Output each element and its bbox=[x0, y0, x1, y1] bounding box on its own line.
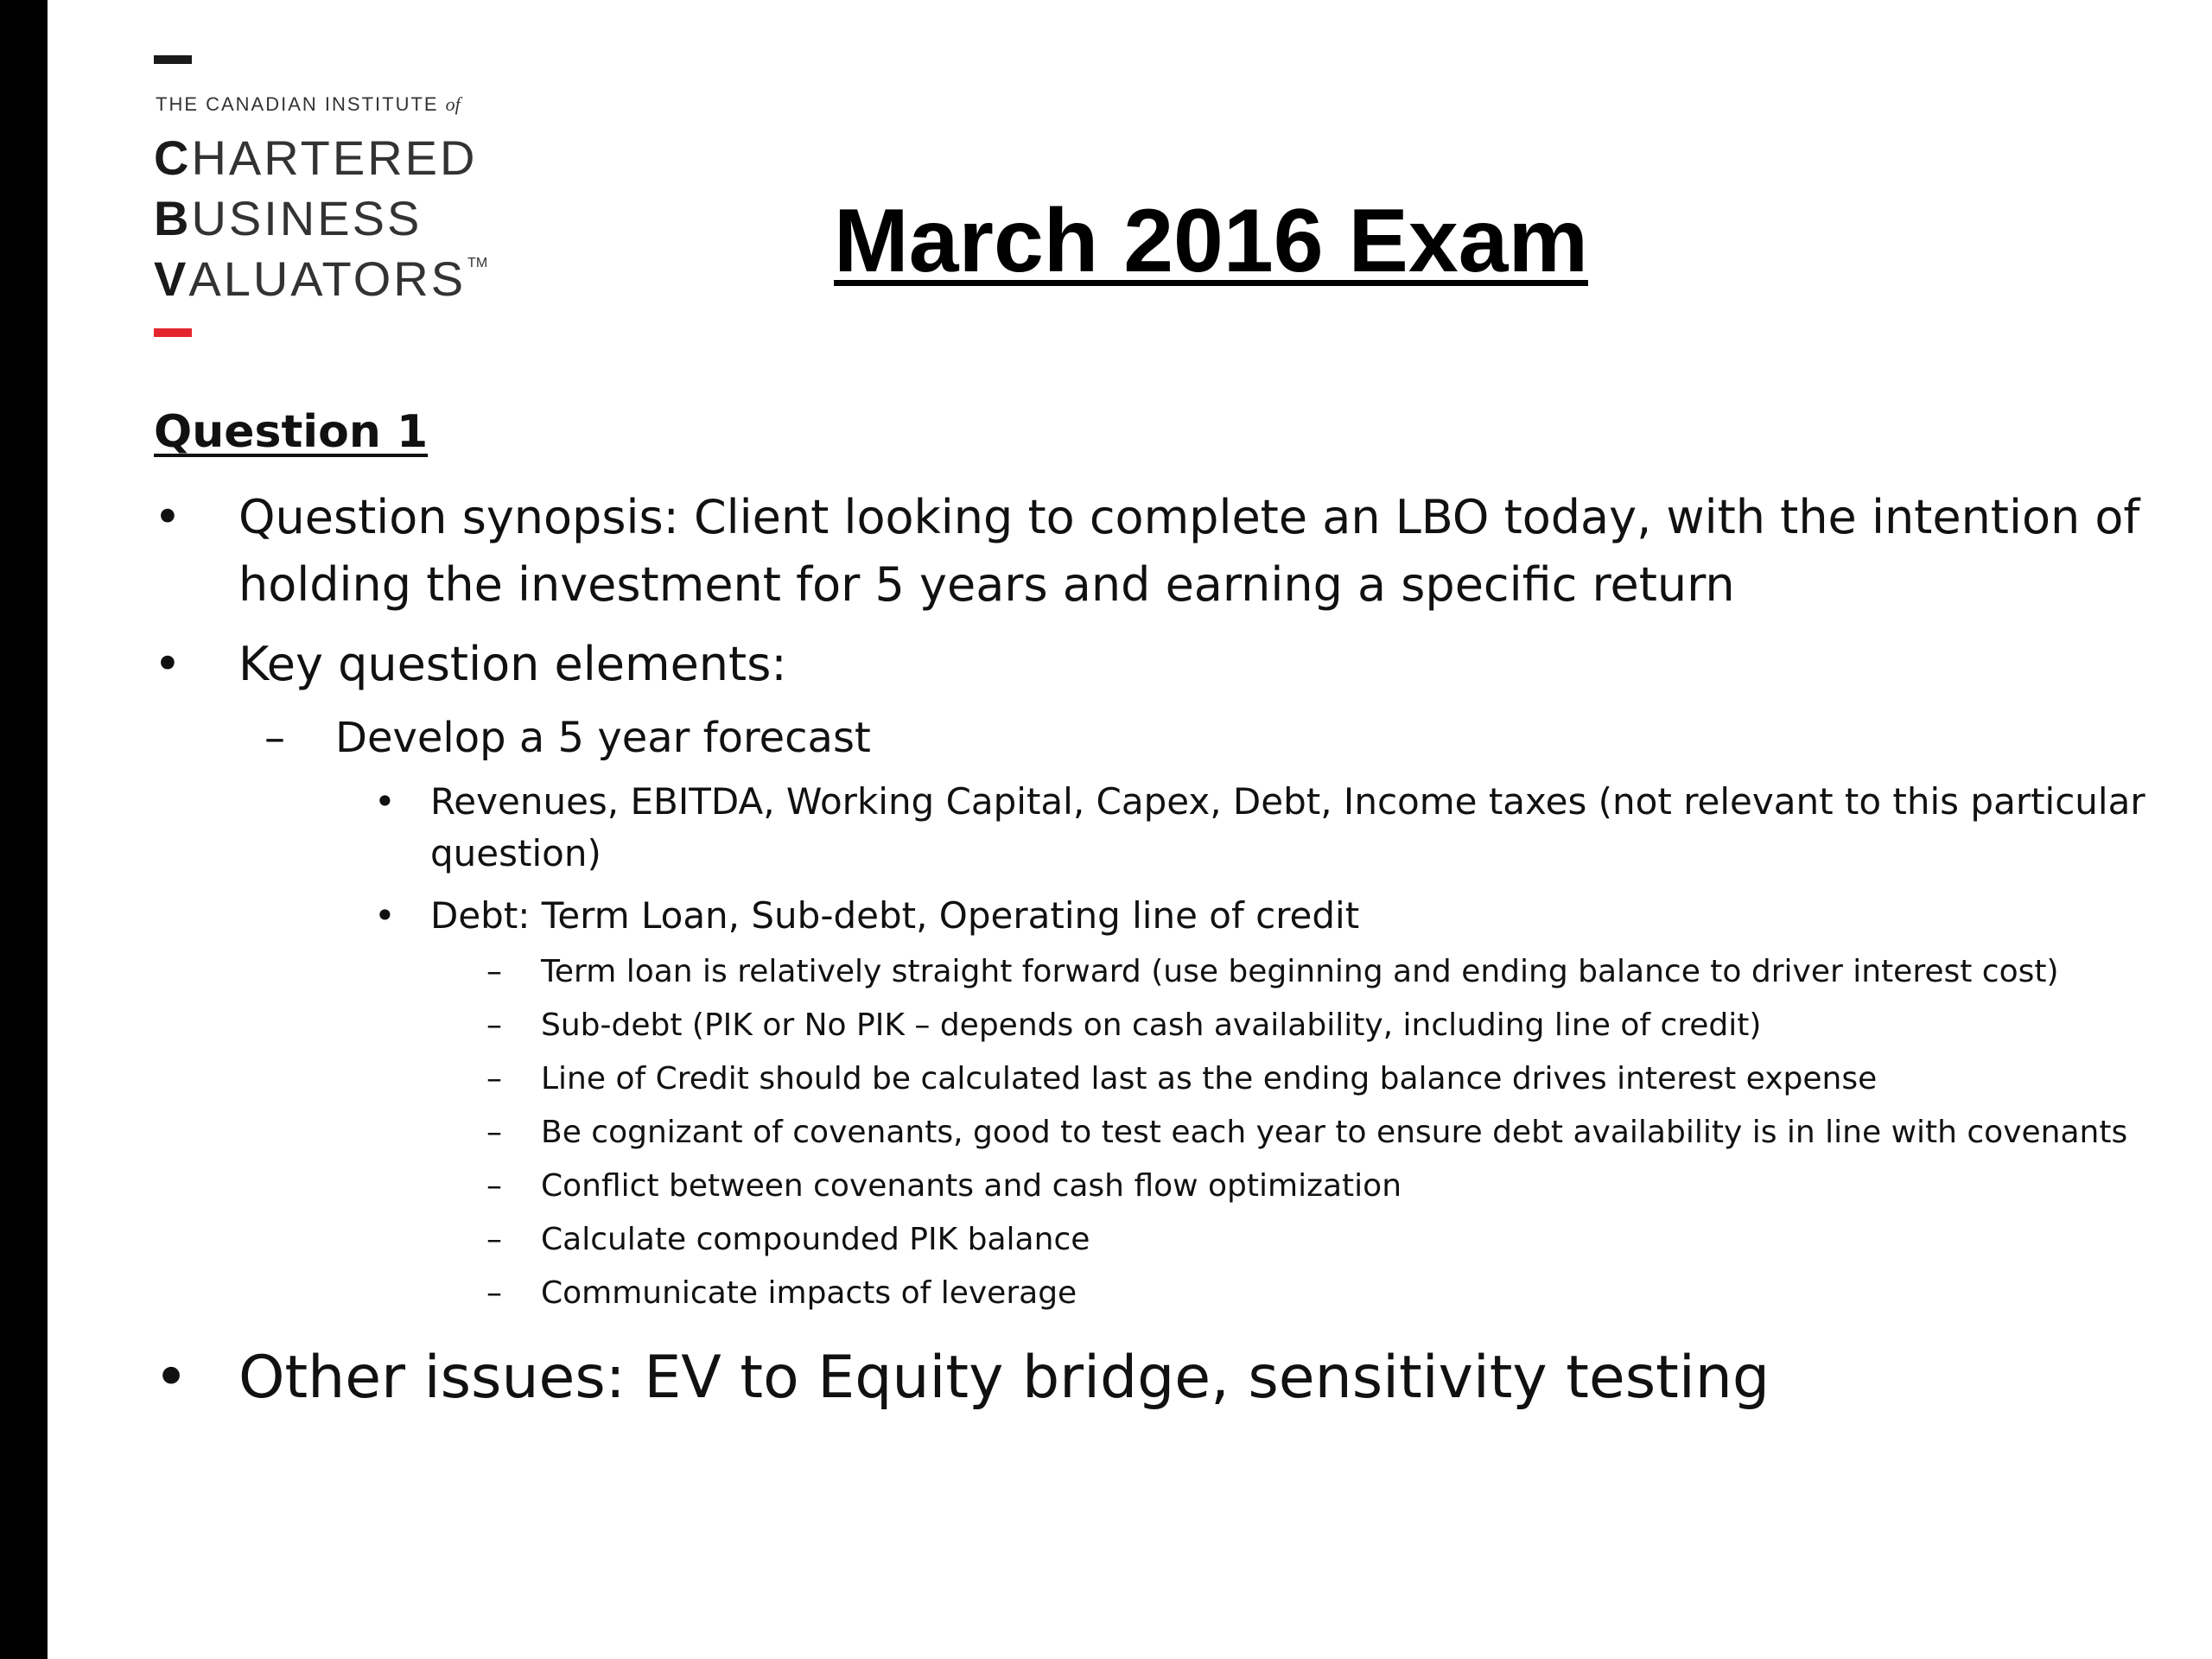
dash-marker: – bbox=[486, 1007, 502, 1043]
debt-point-covenants: Be cognizant of covenants, good to test each year to ensure debt availability is in line with covenants bbox=[541, 1115, 2128, 1150]
logo-letter-c: C bbox=[154, 130, 192, 185]
slide-title: March 2016 Exam bbox=[834, 191, 1588, 291]
dash-marker: – bbox=[486, 954, 502, 989]
debt-point-term-loan: Term loan is relatively straight forward (use beginning and ending balance to driver interest cost) bbox=[541, 954, 2059, 989]
logo-word-chartered: HARTERED bbox=[191, 130, 478, 185]
revenues-line-1: Revenues, EBITDA, Working Capital, Capex, Debt, Income taxes (not relevant to this particular bbox=[430, 780, 2145, 823]
bullet-marker: • bbox=[154, 1344, 189, 1412]
dash-marker: – bbox=[486, 1061, 502, 1096]
other-issues-text: Other issues: EV to Equity bridge, sensitivity testing bbox=[238, 1344, 1770, 1412]
logo-trademark: TM bbox=[467, 256, 488, 270]
debt-point-leverage: Communicate impacts of leverage bbox=[541, 1275, 1077, 1311]
synopsis-line-2: holding the investment for 5 years and earning a specific return bbox=[238, 557, 1735, 612]
logo-line-chartered bbox=[154, 130, 477, 186]
debt-point-conflict: Conflict between covenants and cash flow optimization bbox=[541, 1168, 1402, 1204]
dash-marker: – bbox=[486, 1275, 502, 1311]
dash-marker: – bbox=[486, 1168, 502, 1204]
logo-line-business bbox=[154, 190, 422, 246]
logo-institute-text bbox=[156, 93, 461, 116]
dash-marker: – bbox=[486, 1222, 502, 1257]
forecast-text: Develop a 5 year forecast bbox=[335, 714, 871, 762]
logo-line-valuators bbox=[154, 251, 487, 307]
debt-text: Debt: Term Loan, Sub-debt, Operating line of credit bbox=[430, 894, 1360, 937]
debt-point-sub-debt: Sub-debt (PIK or No PIK – depends on cash availability, including line of credit) bbox=[541, 1007, 1762, 1043]
logo-of-label: of bbox=[445, 93, 461, 115]
logo-word-business: USINESS bbox=[191, 191, 423, 245]
logo-institute-label: THE CANADIAN INSTITUTE bbox=[156, 93, 439, 115]
cbv-logo bbox=[154, 55, 499, 349]
logo-word-valuators: ALUATORS bbox=[188, 251, 467, 306]
bullet-marker: • bbox=[374, 894, 396, 937]
logo-bottom-red-bar bbox=[154, 328, 192, 337]
bullet-marker: • bbox=[154, 637, 181, 691]
revenues-line-2: question) bbox=[430, 832, 601, 874]
logo-letter-b: B bbox=[154, 191, 192, 245]
synopsis-line-1: Question synopsis: Client looking to complete an LBO today, with the intention of bbox=[238, 490, 2140, 544]
left-black-bar bbox=[0, 0, 48, 1659]
logo-letter-v: V bbox=[154, 251, 189, 306]
bullet-marker: • bbox=[154, 490, 181, 544]
dash-marker: – bbox=[264, 714, 285, 762]
debt-point-pik-balance: Calculate compounded PIK balance bbox=[541, 1222, 1090, 1257]
key-elements-text: Key question elements: bbox=[238, 637, 787, 691]
question-heading: Question 1 bbox=[154, 406, 429, 458]
dash-marker: – bbox=[486, 1115, 502, 1150]
bullet-marker: • bbox=[374, 780, 396, 823]
debt-point-line-of-credit: Line of Credit should be calculated last as the ending balance drives interest expense bbox=[541, 1061, 1878, 1096]
logo-top-bar bbox=[154, 55, 192, 64]
